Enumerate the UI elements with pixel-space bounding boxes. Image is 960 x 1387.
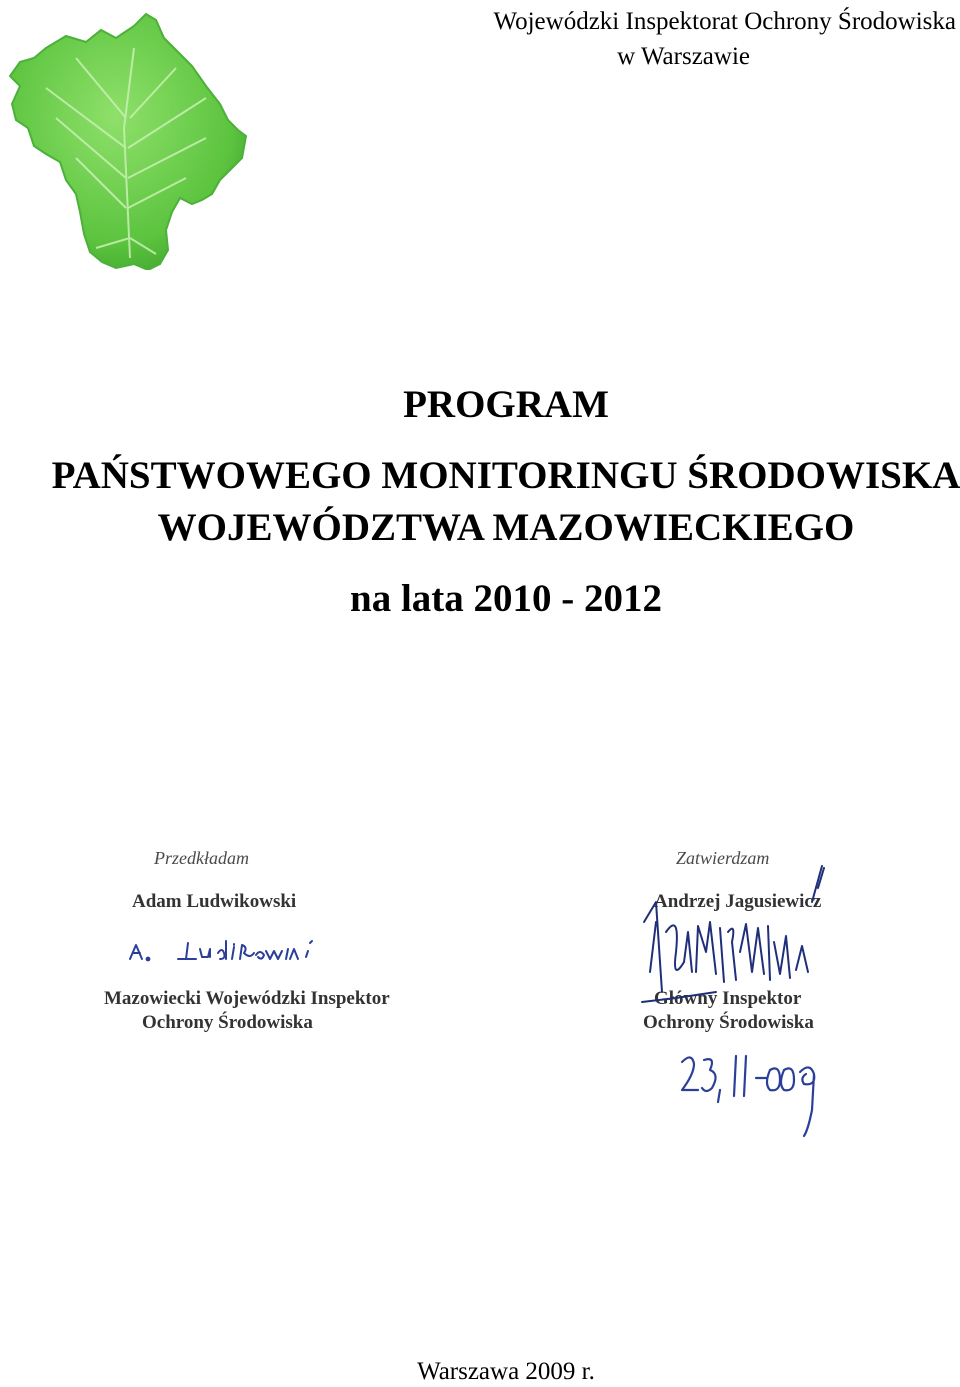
institution-header	[336, 4, 956, 74]
mazovia-leaf-logo-icon	[6, 8, 252, 270]
institution-city: w Warszawie	[617, 43, 750, 70]
approver-caption: Zatwierdzam	[676, 848, 770, 868]
document-footer-place-date: Warszawa 2009 r.	[417, 1358, 595, 1385]
document-title-years: na lata 2010 - 2012	[350, 577, 662, 620]
approver-role-line-1: Główny Inspektor	[654, 988, 802, 1009]
document-title-program: PROGRAM	[403, 383, 609, 426]
approver-name: Andrzej Jagusiewicz	[654, 891, 822, 912]
submitter-role-line-2: Ochrony Środowiska	[142, 1012, 313, 1033]
approver-role-line-2: Ochrony Środowiska	[643, 1012, 814, 1033]
submitter-caption: Przedkładam	[154, 848, 249, 868]
submitter-role-line-1: Mazowiecki Wojewódzki Inspektor	[104, 988, 390, 1009]
submitter-signature-icon	[126, 935, 326, 975]
institution-name: Wojewódzki Inspektorat Ochrony Środowiska	[493, 8, 956, 35]
approver-signature-icon	[636, 862, 836, 1012]
document-title-line-2: WOJEWÓDZTWA MAZOWIECKIEGO	[157, 506, 855, 549]
document-title-line-1: PAŃSTWOWEGO MONITORINGU ŚRODOWISKA	[51, 454, 960, 497]
submitter-name: Adam Ludwikowski	[132, 891, 297, 912]
approval-date-handwritten-icon	[676, 1050, 836, 1142]
